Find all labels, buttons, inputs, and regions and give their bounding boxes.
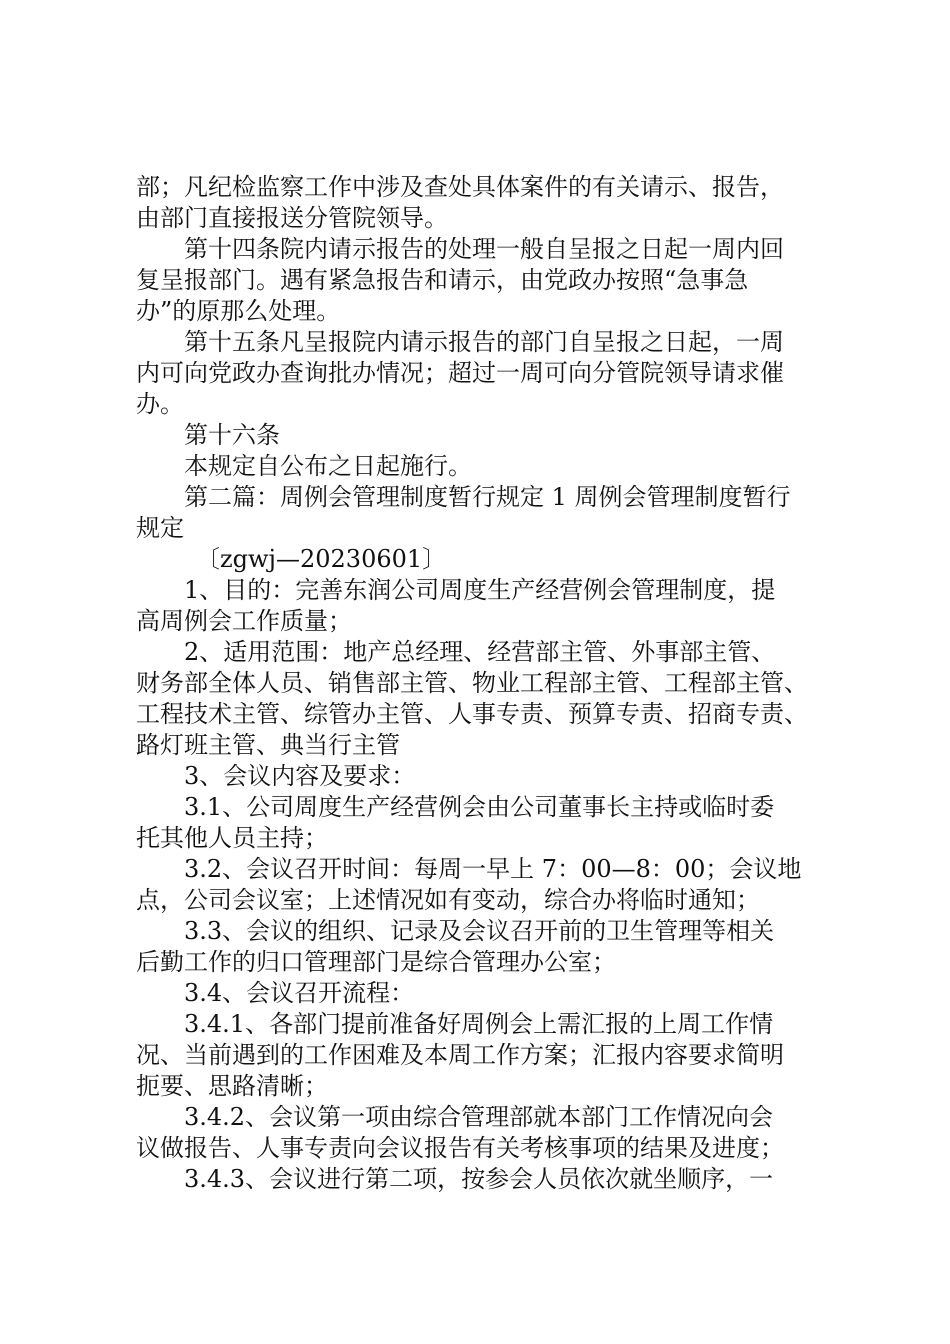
text-line: 议做报告、人事专责向会议报告有关考核事项的结果及进度； xyxy=(136,1134,784,1162)
text-line: 部；凡纪检监察工作中涉及查处具体案件的有关请示、报告， xyxy=(136,173,784,201)
clause-3-4-3-line: 3.4.3、会议进行第二项，按参会人员依次就坐顺序，一 xyxy=(184,1165,774,1193)
text-line: 由部门直接报送分管院领导。 xyxy=(136,204,448,232)
article-14-line: 第十四条院内请示报告的处理一般自呈报之日起一周内回 xyxy=(184,235,784,263)
clause-1-line: 1、目的：完善东润公司周度生产经营例会管理制度，提 xyxy=(184,576,776,604)
document-body xyxy=(136,172,836,1195)
text-line: 办。 xyxy=(136,390,184,418)
article-15-line: 第十五条凡呈报院内请示报告的部门自呈报之日起，一周 xyxy=(184,328,784,356)
clause-3-4-heading: 3.4、会议召开流程： xyxy=(184,979,415,1007)
text-line: 内可向党政办查询批办情况；超过一周可向分管院领导请求催 xyxy=(136,359,784,387)
document-number: 〔zgwj—20230601〕 xyxy=(196,545,447,573)
clause-3-4-2-line: 3.4.2、会议第一项由综合管理部就本部门工作情况向会 xyxy=(184,1103,774,1131)
clause-3-heading: 3、会议内容及要求： xyxy=(184,762,416,790)
text-line: 托其他人员主持； xyxy=(136,824,328,852)
clause-3-2-line: 3.2、会议召开时间：每周一早上 7：00—8：00；会议地 xyxy=(184,855,802,883)
text-line: 后勤工作的归口管理部门是综合管理办公室； xyxy=(136,948,616,976)
section-2-title-cont: 规定 xyxy=(136,514,184,542)
text-line: 扼要、思路清晰； xyxy=(136,1072,328,1100)
text-line: 复呈报部门。遇有紧急报告和请示，由党政办按照“急事急 xyxy=(136,266,749,294)
clause-3-1-line: 3.1、公司周度生产经营例会由公司董事长主持或临时委 xyxy=(184,793,775,821)
text-line: 办”的原那么处理。 xyxy=(136,297,341,325)
text-line: 高周例会工作质量； xyxy=(136,607,352,635)
text-line: 工程技术主管、综管办主管、人事专责、预算专责、招商专责、 xyxy=(136,700,808,728)
text-line: 财务部全体人员、销售部主管、物业工程部主管、工程部主管、 xyxy=(136,669,808,697)
clause-3-3-line: 3.3、会议的组织、记录及会议召开前的卫生管理等相关 xyxy=(184,917,775,945)
clause-3-4-1-line: 3.4.1、各部门提前准备好周例会上需汇报的上周工作情 xyxy=(184,1010,774,1038)
clause-2-line: 2、适用范围：地产总经理、经营部主管、外事部主管、 xyxy=(184,638,776,666)
text-line: 路灯班主管、典当行主管 xyxy=(136,731,400,759)
text-line: 况、当前遇到的工作困难及本周工作方案；汇报内容要求简明 xyxy=(136,1041,784,1069)
text-line: 点，公司会议室；上述情况如有变动，综合办将临时通知； xyxy=(136,886,760,914)
section-2-title: 第二篇：周例会管理制度暂行规定 1 周例会管理制度暂行 xyxy=(184,483,791,511)
text-line: 本规定自公布之日起施行。 xyxy=(184,452,472,480)
article-16-heading: 第十六条 xyxy=(184,421,280,449)
